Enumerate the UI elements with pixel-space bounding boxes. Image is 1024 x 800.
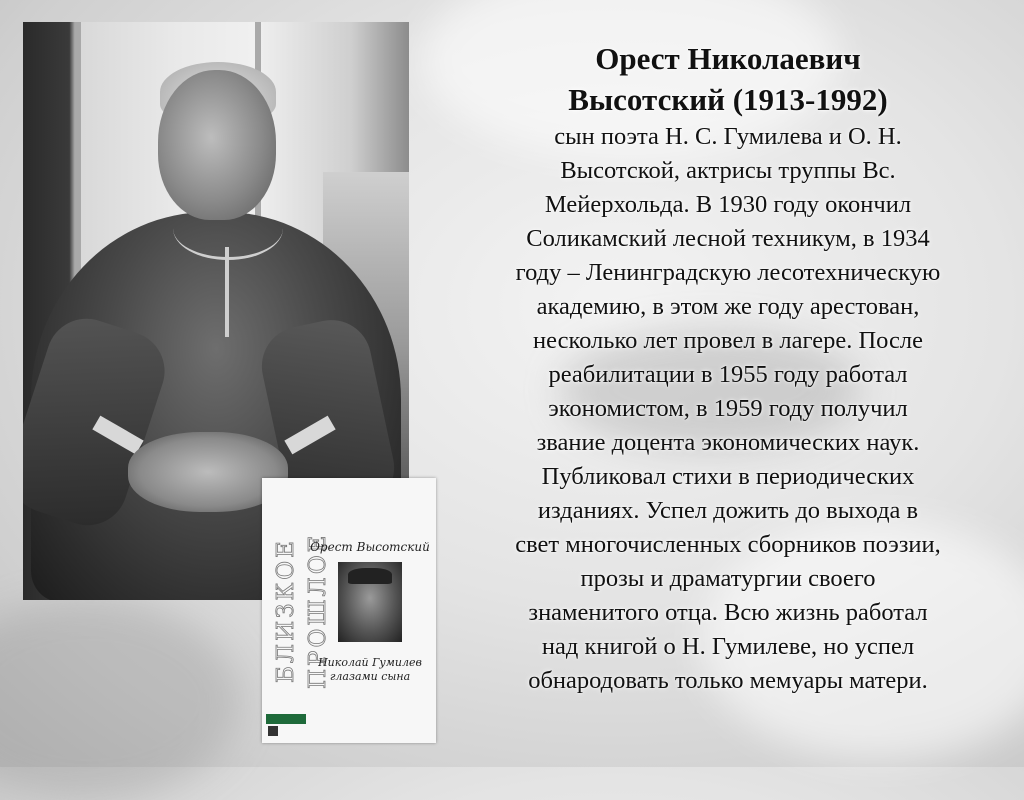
bio-line: году – Ленинградскую лесотехническую bbox=[515, 259, 941, 286]
bio-line: звание доцента экономических наук. bbox=[536, 429, 920, 456]
slide-title-line: Высотский (1913-1992) bbox=[568, 82, 888, 117]
bio-line: Соликамский лесной техникум, в 1934 bbox=[526, 225, 930, 252]
bio-line: академию, в этом же году арестован, bbox=[536, 293, 920, 320]
bio-line: сын поэта Н. С. Гумилева и О. Н. bbox=[554, 123, 902, 150]
background-cloud bbox=[0, 600, 240, 800]
bio-line: свет многочисленных сборников поэзии, bbox=[515, 531, 941, 558]
bio-line: изданиях. Успел дожить до выхода в bbox=[537, 497, 919, 524]
bio-line: над книгой о Н. Гумилеве, но успел bbox=[541, 633, 915, 660]
bio-line: экономистом, в 1959 году получил bbox=[548, 395, 908, 422]
slide-text bbox=[446, 38, 1010, 698]
bio-line: Публиковал стихи в периодических bbox=[541, 463, 915, 490]
book-portrait-image bbox=[338, 562, 402, 642]
book-cover bbox=[262, 478, 436, 743]
book-subtitle: Николай Гумилев глазами сына bbox=[318, 656, 422, 683]
publisher-emblem bbox=[268, 726, 278, 736]
bio-line: обнародовать только мемуары матери. bbox=[528, 667, 928, 694]
bio-paragraph bbox=[446, 120, 1010, 698]
book-series-band bbox=[266, 714, 306, 724]
book-author: Орест Высотский bbox=[310, 540, 430, 554]
bio-line: знаменитого отца. Всю жизнь работал bbox=[528, 599, 928, 626]
bio-line: несколько лет провел в лагере. После bbox=[533, 327, 923, 354]
bio-line: прозы и драматургии своего bbox=[580, 565, 876, 592]
bio-line: реабилитации в 1955 году работал bbox=[548, 361, 908, 388]
bio-line: Мейерхольда. В 1930 году окончил bbox=[544, 191, 912, 218]
book-spine-title: БЛИЗКОЕ ПРОШЛОЕ bbox=[273, 532, 331, 689]
slide-title-line: Орест Николаевич bbox=[595, 41, 861, 76]
bio-line: Высотской, актрисы труппы Вс. bbox=[560, 157, 896, 184]
